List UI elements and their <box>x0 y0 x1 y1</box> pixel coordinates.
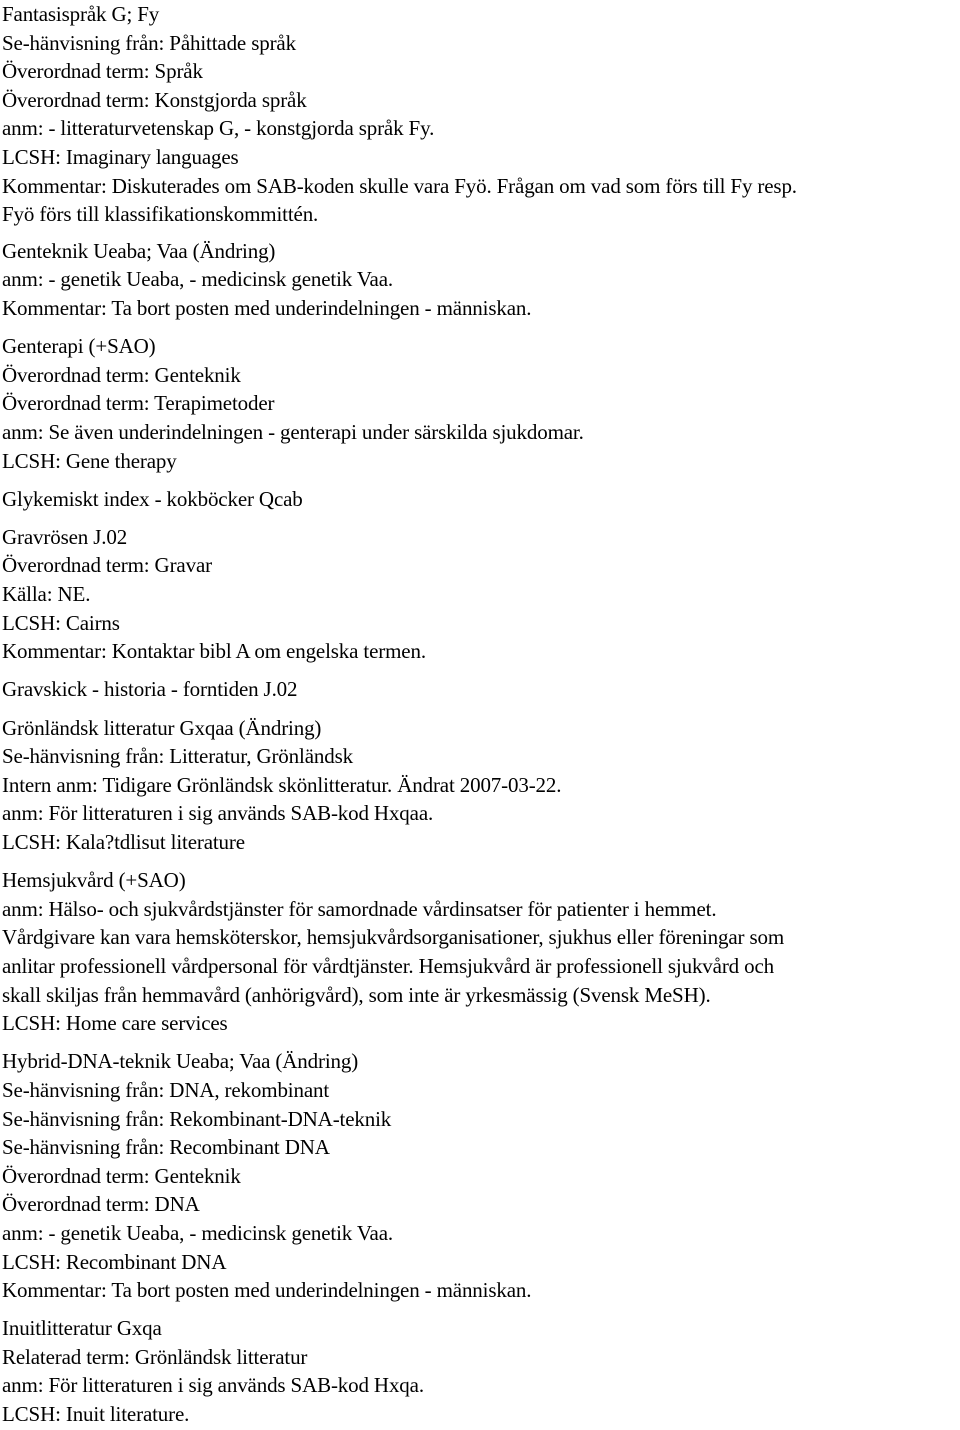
entry-heading: Genterapi (+SAO) <box>2 334 156 359</box>
entry-fantasisprak <box>2 0 952 229</box>
entry-heading: Grönländsk litteratur Gxqaa (Ändring) <box>2 715 322 740</box>
broader-term: Överordnad term: DNA <box>2 1192 200 1217</box>
note-continuation: anlitar professionell vårdpersonal för vårdtjänster. Hemsjukvård är professionell sjukvård och <box>2 953 774 978</box>
lcsh-heading: LCSH: Inuit literature. <box>2 1402 190 1427</box>
comment-continuation: Fyö förs till klassifikationskommittén. <box>2 202 319 227</box>
entry-heading: Gravskick - historia - forntiden J.02 <box>2 677 298 702</box>
entry-genteknik <box>2 237 952 323</box>
related-term: Relaterad term: Grönländsk litteratur <box>2 1344 308 1369</box>
see-reference: Se-hänvisning från: Litteratur, Grönländsk <box>2 744 353 769</box>
entry-heading: Glykemiskt index - kokböcker Qcab <box>2 486 303 511</box>
note: anm: - litteraturvetenskap G, - konstgjorda språk Fy. <box>2 116 435 141</box>
note: anm: Hälso- och sjukvårdstjänster för samordnade vårdinsatser för patienter i hemmet. <box>2 896 717 921</box>
entry-hemsjukvard <box>2 866 952 1038</box>
comment: Kommentar: Kontaktar bibl A om engelska termen. <box>2 639 426 664</box>
authority-record-list <box>2 0 952 1429</box>
entry-glykemiskt-index <box>2 485 952 514</box>
comment: Kommentar: Ta bort posten med underindelningen - människan. <box>2 1278 532 1303</box>
broader-term: Överordnad term: Gravar <box>2 553 212 578</box>
internal-note: Intern anm: Tidigare Grönländsk skönlitteratur. Ändrat 2007-03-22. <box>2 772 562 797</box>
lcsh-heading: LCSH: Home care services <box>2 1011 228 1036</box>
comment: Kommentar: Ta bort posten med underindelningen - människan. <box>2 295 532 320</box>
note: anm: - genetik Ueaba, - medicinsk genetik Vaa. <box>2 267 393 292</box>
lcsh-heading: LCSH: Cairns <box>2 610 120 635</box>
entry-genterapi <box>2 332 952 475</box>
note: anm: För litteraturen i sig används SAB-kod Hxqaa. <box>2 801 434 826</box>
entry-heading: Hybrid-DNA-teknik Ueaba; Vaa (Ändring) <box>2 1049 359 1074</box>
entry-gravrosen <box>2 523 952 666</box>
see-reference: Se-hänvisning från: Rekombinant-DNA-teknik <box>2 1106 392 1131</box>
entry-heading: Gravrösen J.02 <box>2 524 128 549</box>
lcsh-heading: LCSH: Gene therapy <box>2 448 177 473</box>
see-reference: Se-hänvisning från: DNA, rekombinant <box>2 1077 330 1102</box>
note: anm: - genetik Ueaba, - medicinsk genetik Vaa. <box>2 1220 393 1245</box>
broader-term: Överordnad term: Genteknik <box>2 362 241 387</box>
note: anm: För litteraturen i sig används SAB-kod Hxqa. <box>2 1373 424 1398</box>
entry-hybrid-dna-teknik <box>2 1047 952 1304</box>
lcsh-heading: LCSH: Imaginary languages <box>2 144 239 169</box>
entry-heading: Genteknik Ueaba; Vaa (Ändring) <box>2 238 276 263</box>
note-continuation: Vårdgivare kan vara hemsköterskor, hemsjukvårdsorganisationer, sjukhus eller föreningar som <box>2 925 785 950</box>
entry-inuitlitteratur <box>2 1314 952 1428</box>
broader-term: Överordnad term: Terapimetoder <box>2 391 275 416</box>
note: anm: Se även underindelningen - genterapi under särskilda sjukdomar. <box>2 419 584 444</box>
entry-heading: Inuitlitteratur Gxqa <box>2 1316 162 1341</box>
source: Källa: NE. <box>2 582 91 607</box>
lcsh-heading: LCSH: Kala?tdlisut literature <box>2 830 245 854</box>
note-continuation: skall skiljas från hemmavård (anhörigvård), som inte är yrkesmässig (Svensk MeSH). <box>2 982 711 1007</box>
comment: Kommentar: Diskuterades om SAB-koden skulle vara Fyö. Frågan om vad som förs till Fy resp. <box>2 173 797 198</box>
broader-term: Överordnad term: Konstgjorda språk <box>2 87 307 112</box>
see-reference: Se-hänvisning från: Recombinant DNA <box>2 1135 330 1160</box>
entry-gronlandsk-litteratur <box>2 714 952 857</box>
broader-term: Överordnad term: Genteknik <box>2 1163 241 1188</box>
entry-heading: Fantasispråk G; Fy <box>2 2 160 26</box>
broader-term: Överordnad term: Språk <box>2 59 203 84</box>
lcsh-heading: LCSH: Recombinant DNA <box>2 1249 227 1274</box>
see-reference: Se-hänvisning från: Påhittade språk <box>2 30 296 55</box>
entry-gravskick <box>2 675 952 704</box>
entry-heading: Hemsjukvård (+SAO) <box>2 868 186 893</box>
